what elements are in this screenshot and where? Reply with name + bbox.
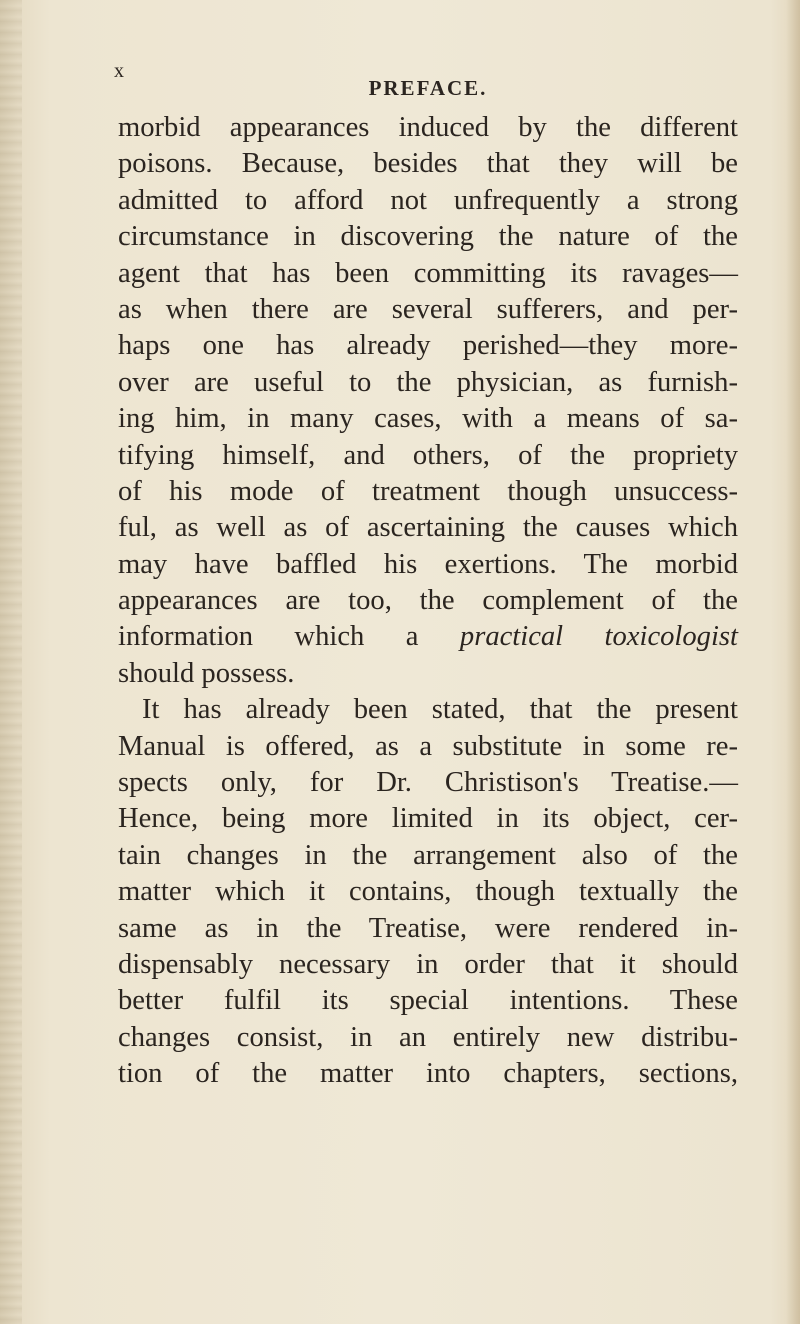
text-line: admitted to afford not unfrequently a strong	[118, 184, 738, 216]
text-line: Hence, being more limited in its object, cer-	[118, 803, 738, 835]
page-header	[114, 60, 738, 100]
text-line: morbid appearances induced by the different	[118, 112, 738, 143]
text-line: ing him, in many cases, with a means of sa-	[118, 403, 738, 435]
text-line: tifying himself, and others, of the propriety	[118, 439, 738, 471]
text-line: of his mode of treatment though unsuccess-	[118, 475, 738, 507]
text-line: tain changes in the arrangement also of the	[118, 839, 738, 871]
italic-phrase: practical toxicologist	[459, 621, 738, 653]
text-line: circumstance in discovering the nature of the	[118, 221, 738, 253]
text-line: Manual is offered, as a substitute in some re-	[118, 730, 738, 762]
text-line: ful, as well as of ascertaining the causes which	[118, 512, 738, 544]
text-line: better fulfil its special intentions. These	[118, 985, 738, 1017]
text-line: poisons. Because, besides that they will be	[118, 148, 738, 180]
text-line: tion of the matter into chapters, sections,	[118, 1058, 738, 1090]
body-text	[118, 110, 738, 1093]
page-outer-edge	[786, 0, 800, 1324]
text-line-with-italic	[118, 619, 738, 655]
text-line: over are useful to the physician, as furnish-	[118, 366, 738, 398]
text-line: haps one has already perished—they more-	[118, 330, 738, 362]
text-line: as when there are several sufferers, and per-	[118, 293, 738, 325]
paragraph-start-line: It has already been stated, that the present	[142, 694, 738, 726]
text-line: appearances are too, the complement of the	[118, 585, 738, 617]
text-line: dispensably necessary in order that it should	[118, 948, 738, 980]
paragraph-end-line: should possess.	[118, 657, 295, 689]
text-line: spects only, for Dr. Christison's Treatise.—	[118, 767, 738, 799]
text-line: matter which it contains, though textually the	[118, 876, 738, 908]
running-title: PREFACE.	[368, 76, 488, 100]
text-line: agent that has been committing its ravages—	[118, 257, 738, 289]
text-line: same as in the Treatise, were rendered in-	[118, 912, 738, 944]
page-number: x	[114, 60, 125, 82]
text-line: changes consist, in an entirely new distribu-	[118, 1021, 738, 1053]
text-segment: information which a	[118, 621, 419, 653]
page-binding-edge	[0, 0, 22, 1324]
text-line: may have baffled his exertions. The morbid	[118, 548, 738, 580]
